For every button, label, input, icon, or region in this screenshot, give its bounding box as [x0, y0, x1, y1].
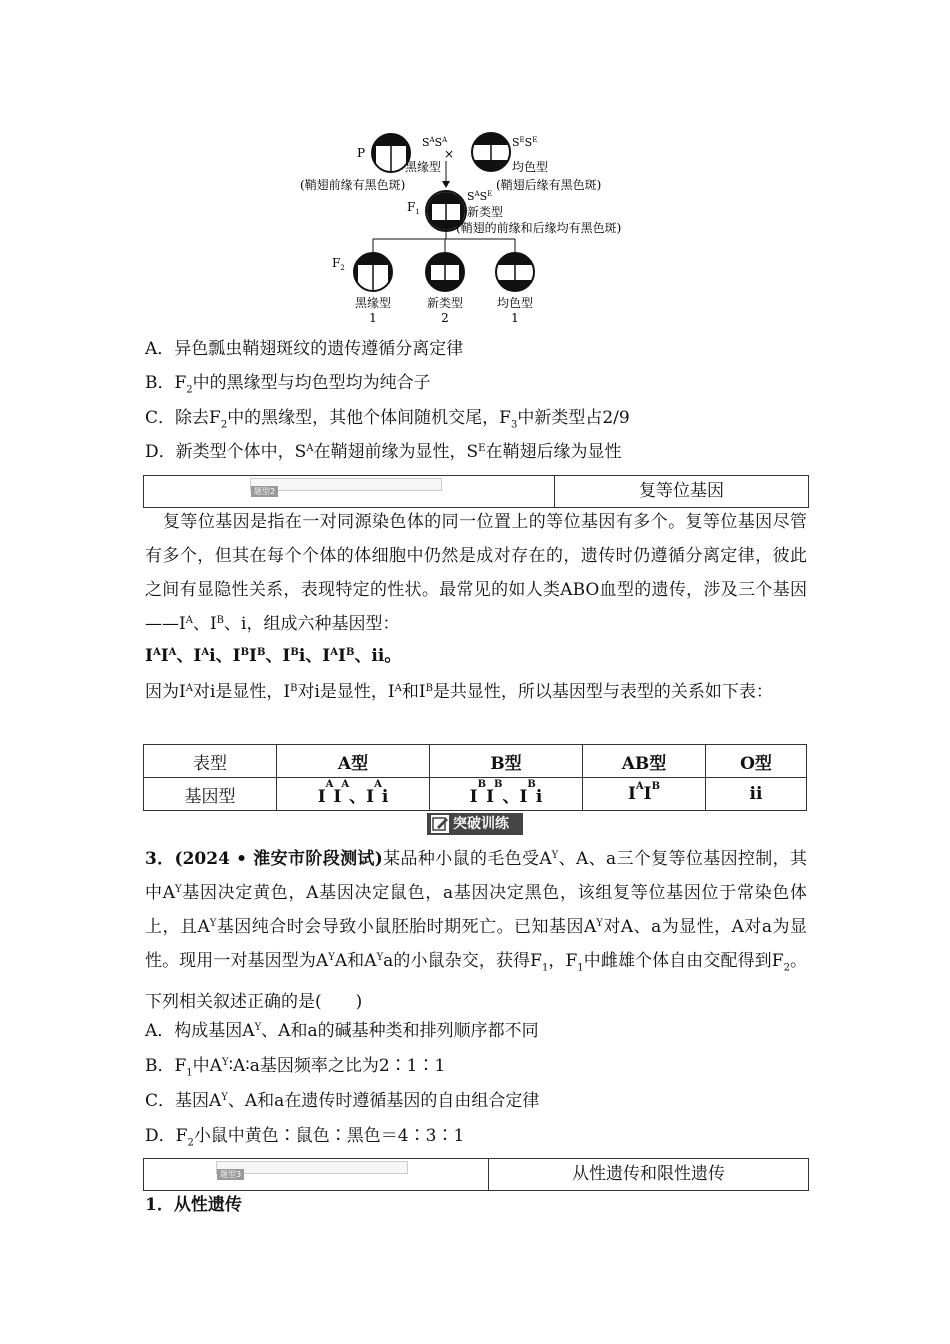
f2-name-2: 新类型 [426, 296, 464, 310]
table-row-label: 基因型 [144, 778, 277, 811]
training-banner [427, 813, 523, 835]
f2-name-1: 黑缘型 [354, 296, 392, 310]
f2-ratio-2: 2 [441, 311, 449, 325]
table-header-cell: O型 [706, 745, 807, 778]
p-left-note: (鞘翅前缘有黑色斑) [300, 178, 406, 192]
f2-label: $F_2$ [332, 256, 345, 272]
q2-option-d: D．新类型个体中，$S^A$在鞘翅前缘为显性，$S^E$在鞘翅后缘为显性 [145, 442, 622, 462]
section-header-2 [143, 475, 809, 508]
section-title-3: 从性遗传和限性遗传 [572, 1164, 725, 1184]
codominance-paragraph: 因为$I^A$对i是显性，$I^B$对i是显性，$I^A$和$I^B$是共显性，所以基因型与表型的关系如下表： [145, 682, 773, 702]
q3-stem: 3．(2024 • 淮安市阶段测试)某品种小鼠的毛色受$A^Y$、A、a三个复等位基因控制，其中$A^Y$基因决定黄色，A基因决定鼠色，a基因决定黑色，该组复等位基因位于常染色体上，且$A^Y$基因纯合时会导致小鼠胚胎时期死亡。已知基因$A^Y$对A、a为显性，A对a为显性。现用一对基因型为$A^YA$和$A^Ya$的小鼠杂交，获得$F_1$，$F_1$中雌雄个体自由交配得到$F_2$。下列相关叙述正确的是( ) [145, 849, 808, 1013]
subheading-sex-influenced: 1．从性遗传 [145, 1195, 242, 1215]
q2-option-c: C．除去$F_2$中的黑缘型，其他个体间随机交尾，$F_3$中新类型占2/9 [145, 408, 630, 431]
table-header-cell: AB型 [583, 745, 706, 778]
section-header-3 [143, 1158, 809, 1191]
table-header-cell: 表型 [144, 745, 277, 778]
f1-label: $F_1$ [407, 200, 420, 216]
f1-note: (鞘翅的前缘和后缘均有黑色斑) [456, 221, 622, 235]
q3-option-b: B．$F_1$中$A^Y∶A∶a$基因频率之比为2∶1∶1 [145, 1056, 446, 1079]
q2-option-b: B．$F_2$中的黑缘型与均色型均为纯合子 [145, 373, 431, 396]
p-right-genotype: $S^ES^E$ [512, 136, 538, 149]
training-title: 突破训练 [453, 816, 509, 832]
f1-genotype: $S^AS^E$ [467, 190, 493, 203]
f1-phenotype: 新类型 [467, 205, 504, 219]
beetle-f2-new-type-icon [425, 252, 465, 292]
beetle-uniform-icon [471, 132, 511, 172]
q2-option-a: A．异色瓢虫鞘翅斑纹的遗传遵循分离定律 [145, 339, 464, 359]
f2-ratio-3: 1 [511, 311, 519, 325]
section-title-2: 复等位基因 [639, 481, 724, 501]
section-tag-2: 题型2 [250, 478, 442, 491]
beetle-f2-black-margin-icon [353, 252, 393, 292]
q3-option-c: C．基因$A^Y$、A和a在遗传时遵循基因的自由组合定律 [145, 1091, 540, 1111]
genotype-o-cell: ii [706, 778, 807, 811]
p-right-phenotype: 均色型 [512, 160, 549, 174]
table-row [144, 778, 807, 811]
ladybird-cross-diagram [290, 125, 670, 330]
section-tag-3: 题型3 [216, 1161, 408, 1174]
table-header-cell: A型 [277, 745, 430, 778]
genotype-list-text: $I^AI^A$、$I^Ai$、$I^BI^B$、$I^Bi$、$I^AI^B$、ii。 [145, 646, 402, 666]
q3-option-a: A．构成基因$A^Y$、A和a的碱基种类和排列顺序都不同 [145, 1021, 539, 1041]
f2-name-3: 均色型 [496, 296, 534, 310]
q3-option-d: D．$F_2$小鼠中黄色∶鼠色∶黑色＝4∶3∶1 [145, 1126, 465, 1149]
intro-paragraph: 复等位基因是指在一对同源染色体的同一位置上的等位基因有多个。复等位基因尽管有多个，但其在每个个体的体细胞中仍然是成对存在的，遗传时仍遵循分离定律，彼此之间有显隐性关系，表现特定的性状。最常见的如人类ABO血型的遗传，涉及三个基因$——I^A$、$I^B$、i，组成六种基因型： [145, 512, 807, 634]
cross-symbol: × [444, 147, 455, 161]
p-generation-label: P [357, 146, 366, 160]
genotype-list [145, 646, 401, 666]
p-right-note: (鞘翅后缘有黑色斑) [496, 178, 602, 192]
beetle-f2-uniform-icon [495, 252, 535, 292]
p-left-genotype: $S^AS^A$ [422, 136, 448, 149]
p-left-phenotype: 黑缘型 [405, 160, 442, 174]
table-header-cell: B型 [430, 745, 583, 778]
blood-type-table [143, 744, 807, 811]
pencil-book-icon [431, 815, 449, 833]
f2-ratio-1: 1 [369, 311, 377, 325]
genotype-a-cell: $I^AI^A$、$I^Ai$ [277, 778, 430, 811]
table-header-row [144, 745, 807, 778]
genotype-ab-cell: $I^AI^B$ [583, 778, 706, 811]
genotype-b-cell: $I^BI^B$、$I^Bi$ [430, 778, 583, 811]
